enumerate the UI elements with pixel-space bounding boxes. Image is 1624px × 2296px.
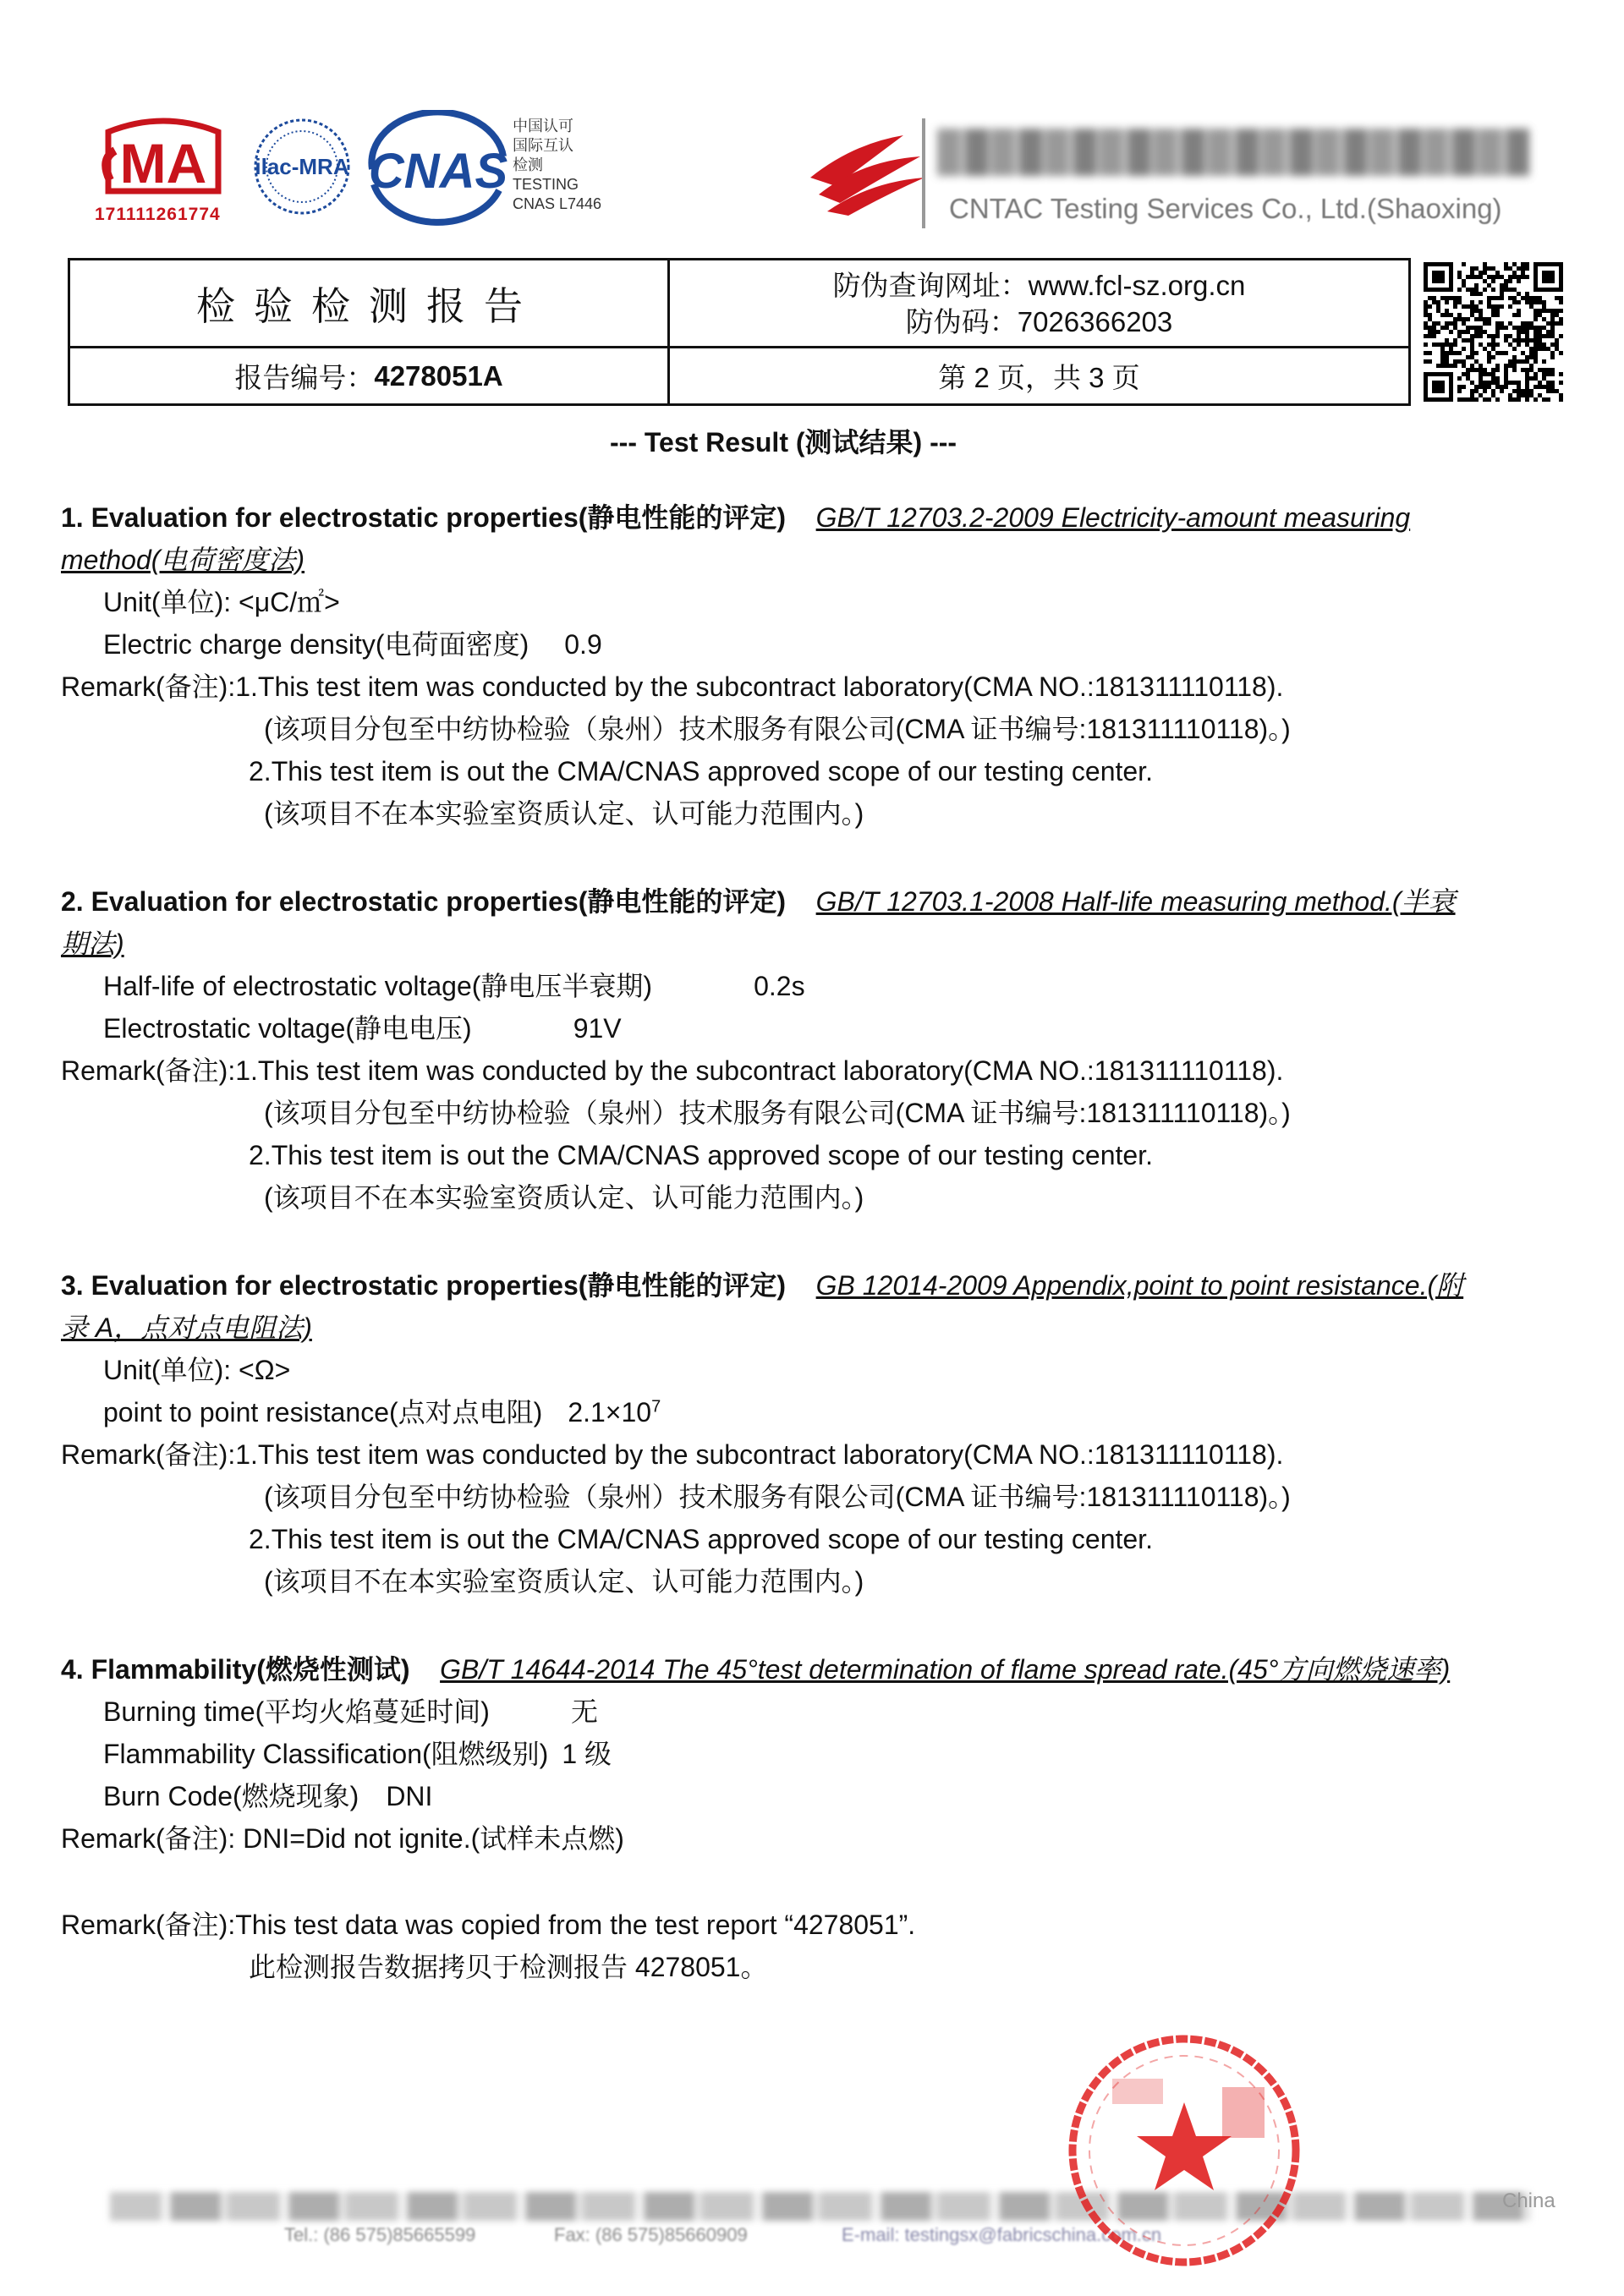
footer-address-blurred: [110, 2192, 1531, 2221]
qr-code: [1424, 262, 1563, 402]
item3-remark-3: 2.This test item is out the CMA/CNAS approved scope of our testing center.: [249, 1524, 1153, 1554]
item3-remark-1: Remark(备注):1.This test item was conducted by the subcontract laboratory(CMA NO.:181311110118).: [61, 1439, 1284, 1470]
item4-standard: GB/T 14644-2014 The 45°test determination of flame spread rate.(45°方向燃烧速率): [440, 1654, 1451, 1685]
item3-heading: 3. Evaluation for electrostatic properties(静电性能的评定): [61, 1270, 787, 1301]
item2-remark-2: (该项目分包至中纺协检验（泉州）技术服务有限公司(CMA 证书编号:181311110118)。): [264, 1098, 1291, 1128]
item4-result-1-label: Burning time(平均火焰蔓延时间): [103, 1696, 490, 1727]
item2-remark-1: Remark(备注):1.This test item was conducted by the subcontract laboratory(CMA NO.:181311110118).: [61, 1055, 1284, 1086]
item2-remark-4: (该项目不在本实验室资质认定、认可能力范围内。): [264, 1182, 864, 1213]
item3-result-exponent: 7: [651, 1397, 661, 1417]
report-title: 检验检测报告: [196, 282, 541, 329]
footer-fax: Fax: (86 575)85660909: [554, 2224, 748, 2245]
item3-standard-cont: 录 A，点对点电阻法): [61, 1312, 312, 1343]
item1-standard-cont: method(电荷密度法): [61, 545, 305, 575]
item2-result-1-value: 0.2s: [754, 971, 805, 1001]
item4-result-1: [103, 1695, 598, 1729]
cnas-accreditation-text: 中国认可 国际互认 检测 TESTING CNAS L7446: [513, 118, 602, 212]
item4-heading-line: [61, 1652, 1450, 1686]
verify-url: 防伪查询网址：www.fcl-sz.org.cn: [832, 269, 1246, 301]
final-remark-cn: 此检测报告数据拷贝于检测报告 4278051。: [249, 1952, 768, 1982]
item2-result-2-value: 91V: [573, 1013, 622, 1044]
company-name-cn-blurred: [937, 129, 1529, 176]
ilac-mra-logo: [245, 110, 359, 224]
item1-remark-4: (该项目不在本实验室资质认定、认可能力范围内。): [264, 798, 864, 829]
company-divider: [922, 118, 925, 228]
item2-standard: GB/T 12703.1-2008 Half-life measuring method.(半衰: [815, 886, 1456, 917]
item3-remark-2: (该项目分包至中纺协检验（泉州）技术服务有限公司(CMA 证书编号:181311110118)。): [264, 1482, 1291, 1512]
item4-remark: Remark(备注): DNI=Did not ignite.(试样未点燃): [61, 1823, 624, 1854]
item1-result: [103, 627, 602, 661]
item1-unit: Unit(单位): <μC/㎡>: [103, 587, 340, 617]
item3-standard: GB 12014-2009 Appendix,point to point resistance.(附: [815, 1270, 1464, 1301]
item4-result-3: [103, 1779, 432, 1813]
footer-email-link[interactable]: E-mail: testingsx@fabricschina.com.cn: [842, 2224, 1162, 2245]
item1-result-value: 0.9: [564, 629, 602, 660]
item3-result: [103, 1395, 661, 1429]
item2-heading-line: [61, 885, 1456, 918]
item4-result-2-value: 1 级: [562, 1739, 612, 1769]
anti-counterfeit-info: [670, 260, 1408, 346]
item4-result-1-value: 无: [570, 1696, 598, 1727]
item2-result-1-label: Half-life of electrostatic voltage(静电压半衰期): [103, 971, 653, 1001]
item3-result-label: point to point resistance(点对点电阻): [103, 1397, 543, 1427]
item1-remark-2: (该项目分包至中纺协检验（泉州）技术服务有限公司(CMA 证书编号:181311110118)。): [264, 714, 1291, 744]
item1-heading-line: [61, 501, 1410, 534]
footer-tel: Tel.: (86 575)85665599: [284, 2224, 476, 2245]
item4-result-2-label: Flammability Classification(阻燃级别): [103, 1739, 549, 1769]
item1-remark-1: Remark(备注):1.This test item was conducted by the subcontract laboratory(CMA NO.:181311110118).: [61, 671, 1284, 702]
svg-text:MA: MA: [119, 132, 207, 195]
item2-heading: 2. Evaluation for electrostatic properties(静电性能的评定): [61, 886, 787, 917]
item4-heading: 4. Flammability(燃烧性测试): [61, 1654, 410, 1685]
cnas-logo: [364, 110, 512, 228]
item2-result-2-label: Electrostatic voltage(静电电压): [103, 1013, 472, 1044]
item2-result-2: [103, 1011, 622, 1045]
item2-result-1: [103, 969, 805, 1003]
report-number-label: 报告编号：: [234, 362, 375, 393]
item4-result-2: [103, 1737, 612, 1771]
verify-code: 防伪码：7026366203: [905, 305, 1173, 337]
company-name-en: CNTAC Testing Services Co., Ltd.(Shaoxing): [949, 193, 1502, 224]
company-logo: [802, 127, 929, 216]
footer-country: China: [1502, 2189, 1555, 2212]
item3-heading-line: [61, 1269, 1463, 1302]
cma-number: 171111261774: [95, 205, 221, 224]
item1-heading: 1. Evaluation for electrostatic properties(静电性能的评定): [61, 502, 787, 533]
item1-standard: GB/T 12703.2-2009 Electricity-amount measuring: [815, 502, 1411, 533]
svg-text:ilac-MRA: ilac-MRA: [255, 154, 349, 179]
item1-remark-3: 2.This test item is out the CMA/CNAS approved scope of our testing center.: [249, 756, 1153, 786]
item2-remark-3: 2.This test item is out the CMA/CNAS approved scope of our testing center.: [249, 1140, 1153, 1170]
report-number: [70, 348, 667, 403]
item4-result-3-value: DNI: [386, 1781, 433, 1811]
official-seal-stamp: [1062, 2028, 1307, 2273]
page-info: 第 2 页，共 3 页: [938, 362, 1140, 393]
report-title-table: [68, 258, 1411, 406]
item3-result-value: 2.1×10: [568, 1397, 652, 1427]
final-remark-en: Remark(备注):This test data was copied from the test report “4278051”.: [61, 1910, 916, 1940]
item4-result-3-label: Burn Code(燃烧现象): [103, 1781, 359, 1811]
svg-text:CNAS: CNAS: [368, 144, 508, 199]
item2-standard-cont: 期法): [61, 929, 124, 959]
report-number-value: 4278051A: [374, 359, 503, 392]
item1-result-label: Electric charge density(电荷面密度): [103, 629, 529, 660]
item3-remark-4: (该项目不在本实验室资质认定、认可能力范围内。): [264, 1566, 864, 1597]
item3-unit: Unit(单位): <Ω>: [103, 1355, 291, 1385]
section-title: --- Test Result (测试结果) ---: [610, 427, 957, 458]
